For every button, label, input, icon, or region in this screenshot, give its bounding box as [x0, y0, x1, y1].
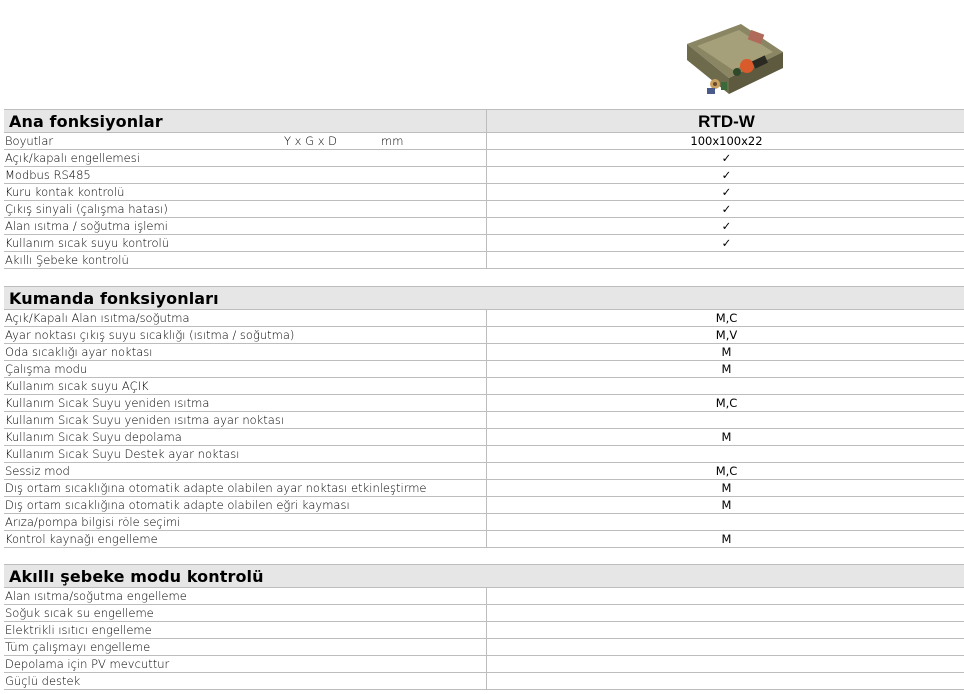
dimension-unit: mm	[381, 134, 404, 148]
table-row	[4, 446, 964, 463]
row-value: M	[486, 361, 964, 377]
row-label: Dış ortam sıcaklığına otomatik adapte olabilen ayar noktası etkinleştirme	[5, 481, 427, 495]
table-row	[4, 412, 964, 429]
row-value	[486, 412, 964, 428]
section-header	[4, 109, 964, 133]
table-row	[4, 361, 964, 378]
table-row	[4, 218, 964, 235]
row-label: Sessiz mod	[5, 464, 70, 478]
check-icon: ✓	[486, 184, 964, 200]
row-label: Kontrol kaynağı engelleme	[5, 532, 158, 546]
row-label: Kullanım Sıcak Suyu yeniden ısıtma ayar noktası	[5, 413, 285, 427]
section-title: Ana fonksiyonlar	[9, 112, 163, 131]
table-row	[4, 622, 964, 639]
row-label: Kullanım Sıcak Suyu yeniden ısıtma	[5, 396, 210, 410]
row-label: Tüm çalışmayı engelleme	[5, 640, 151, 654]
row-label: Akıllı Şebeke kontrolü	[5, 253, 129, 267]
column-header	[486, 565, 964, 587]
row-value: M,C	[486, 310, 964, 326]
row-value	[486, 639, 964, 655]
row-value: M	[486, 531, 964, 547]
row-label: Çalışma modu	[5, 362, 88, 376]
row-value	[486, 622, 964, 638]
check-icon: ✓	[486, 167, 964, 183]
table-row	[4, 463, 964, 480]
row-value: M	[486, 429, 964, 445]
row-value	[486, 514, 964, 530]
table-row	[4, 344, 964, 361]
row-label: Kullanım sıcak suyu AÇIK	[5, 379, 149, 393]
table-row	[4, 656, 964, 673]
row-label: Ayar noktası çıkış suyu sıcaklığı (ısıtma / soğutma)	[5, 328, 295, 342]
section-title: Kumanda fonksiyonları	[9, 289, 219, 308]
table-row	[4, 605, 964, 622]
row-label: Boyutlar	[5, 134, 54, 148]
section-title: Akıllı şebeke modu kontrolü	[9, 567, 264, 586]
row-label: Soğuk sıcak su engelleme	[5, 606, 154, 620]
table-row	[4, 235, 964, 252]
row-label: Açık/Kapalı Alan ısıtma/soğutma	[5, 311, 190, 325]
row-label: Alan ısıtma / soğutma işlemi	[5, 219, 168, 233]
row-value: M,C	[486, 395, 964, 411]
table-row	[4, 378, 964, 395]
table-row	[4, 252, 964, 269]
table-row	[4, 673, 964, 690]
row-value	[486, 252, 964, 268]
table-row	[4, 588, 964, 605]
section-header	[4, 286, 964, 310]
column-header	[486, 287, 964, 309]
row-value	[486, 605, 964, 621]
table-row	[4, 133, 964, 150]
row-value: M,V	[486, 327, 964, 343]
row-value	[486, 378, 964, 394]
table-row	[4, 429, 964, 446]
table-row	[4, 497, 964, 514]
row-label: Arıza/pompa bilgisi röle seçimi	[5, 515, 181, 529]
table-row	[4, 395, 964, 412]
row-label: Depolama için PV mevcuttur	[5, 657, 170, 671]
table-row	[4, 531, 964, 548]
row-label: Kullanım Sıcak Suyu Destek ayar noktası	[5, 447, 240, 461]
row-label: Oda sıcaklığı ayar noktası	[5, 345, 153, 359]
table-row	[4, 514, 964, 531]
row-label: Açık/kapalı engellemesi	[5, 151, 140, 165]
table-row	[4, 327, 964, 344]
table-row	[4, 310, 964, 327]
table-row	[4, 184, 964, 201]
section-main-functions	[4, 109, 964, 269]
row-label: Dış ortam sıcaklığına otomatik adapte olabilen eğri kayması	[5, 498, 350, 512]
row-value: M	[486, 344, 964, 360]
check-icon: ✓	[486, 201, 964, 217]
product-image	[683, 22, 787, 100]
row-value: M,C	[486, 463, 964, 479]
section-command-functions	[4, 286, 964, 548]
row-label: Elektrikli ısıtıcı engelleme	[5, 623, 152, 637]
row-value	[486, 673, 964, 689]
row-label: Kuru kontak kontrolü	[5, 185, 125, 199]
table-row	[4, 639, 964, 656]
row-value: M	[486, 480, 964, 496]
table-row	[4, 150, 964, 167]
row-label: Modbus RS485	[5, 168, 91, 182]
check-icon: ✓	[486, 218, 964, 234]
row-value: M	[486, 497, 964, 513]
row-label: Çıkış sinyali (çalışma hatası)	[5, 202, 168, 216]
row-value	[486, 588, 964, 604]
row-label: Kullanım sıcak suyu kontrolü	[5, 236, 170, 250]
table-row	[4, 167, 964, 184]
row-label: Kullanım Sıcak Suyu depolama	[5, 430, 182, 444]
check-icon: ✓	[486, 235, 964, 251]
row-value	[486, 446, 964, 462]
table-row	[4, 480, 964, 497]
dimension-label: Y x G x D	[284, 134, 338, 148]
section-smart-grid-control	[4, 564, 964, 690]
section-header	[4, 564, 964, 588]
row-value: 100x100x22	[486, 133, 964, 149]
check-icon: ✓	[486, 150, 964, 166]
model-column-header: RTD-W	[486, 110, 964, 132]
row-label: Güçlü destek	[5, 674, 81, 688]
row-label: Alan ısıtma/soğutma engelleme	[5, 589, 187, 603]
row-value	[486, 656, 964, 672]
table-row	[4, 201, 964, 218]
